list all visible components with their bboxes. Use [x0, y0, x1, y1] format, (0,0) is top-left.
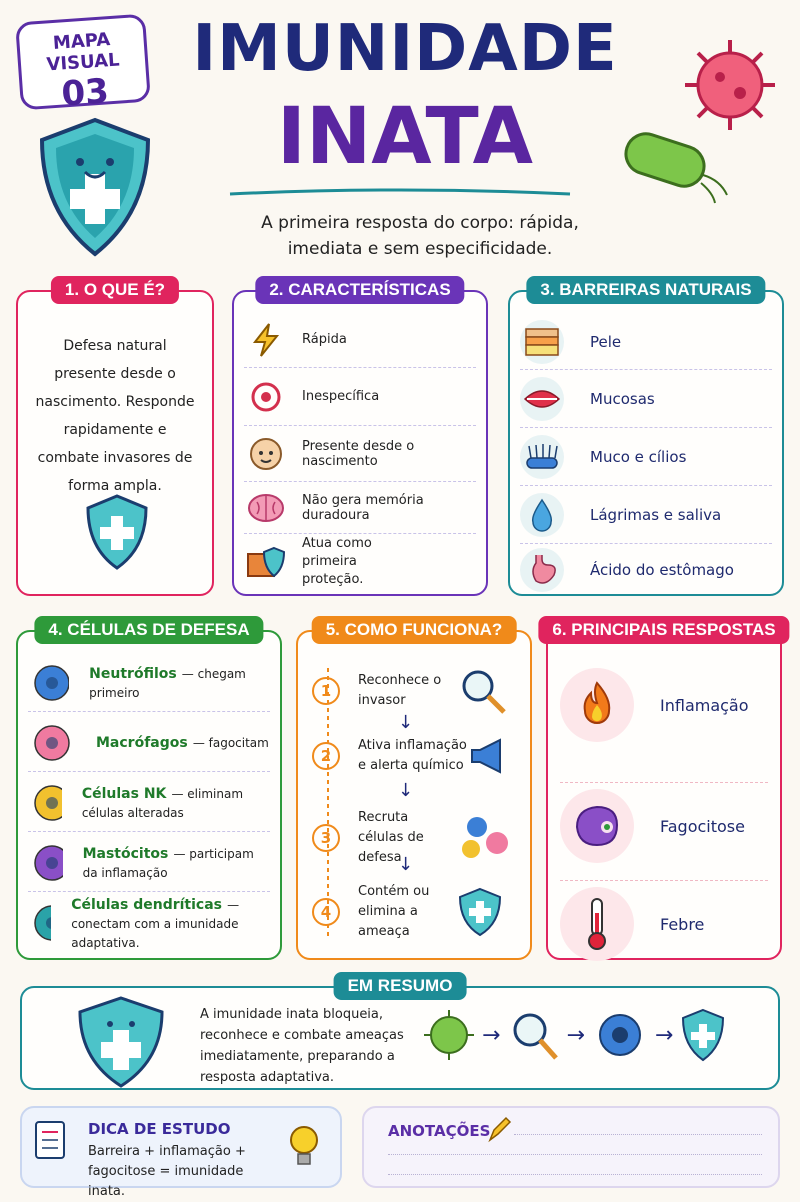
- section-main-responses: [546, 620, 782, 960]
- defense-cell-icon: [28, 719, 76, 767]
- notes-line[interactable]: [388, 1154, 762, 1155]
- step-arrow: ↓: [398, 712, 414, 733]
- section-main-responses-title: 6. PRINCIPAIS RESPOSTAS: [538, 616, 789, 644]
- section-natural-barriers-title: 3. BARREIRAS NATURAIS: [526, 276, 765, 304]
- pencil-icon: [486, 1116, 512, 1144]
- study-tip-box: [20, 1106, 342, 1199]
- section-what-is-text: Defesa natural presente desde o nascimento. Responde rapidamente e combate invasores de forma ampla.: [35, 338, 195, 494]
- section-summary-title: EM RESUMO: [334, 972, 467, 1000]
- step-item: [312, 882, 516, 942]
- stomach-icon: [520, 548, 564, 592]
- defense-cell-icon: [591, 1006, 649, 1064]
- magnifier-icon: [506, 1008, 560, 1062]
- step-item: [312, 736, 516, 776]
- step-text: Contém ou elimina a ameaça: [358, 884, 430, 939]
- section-characteristics: [232, 280, 488, 596]
- section-what-is: [16, 280, 214, 596]
- response-item: [560, 880, 768, 961]
- barrier-label: Lágrimas e saliva: [590, 505, 722, 524]
- defense-cell-item: [28, 714, 270, 772]
- shield-icon: [458, 887, 508, 937]
- page-subtitle: A primeira resposta do corpo: rápida, imediata e sem especificidade.: [261, 213, 579, 259]
- cilia-icon: [520, 435, 564, 479]
- barrier-item: [520, 544, 772, 596]
- study-tip-title: DICA DE ESTUDO: [88, 1120, 231, 1138]
- thermometer-icon: [560, 887, 634, 961]
- page-title-line1: IMUNIDADE: [192, 12, 618, 86]
- step-arrow: ↓: [398, 780, 414, 801]
- virus-icon: [680, 35, 780, 135]
- response-label: Febre: [660, 914, 705, 934]
- barrier-item: [520, 314, 772, 370]
- study-tip-text: Barreira + inflamação + fagocitose = imunidade inata.: [88, 1144, 246, 1199]
- barrier-label: Mucosas: [590, 389, 655, 408]
- characteristic-label: Atua como primeira proteção.: [302, 536, 372, 587]
- barrier-item: [520, 428, 772, 486]
- title-underline: [225, 186, 575, 200]
- page-title-line2: INATA: [276, 92, 534, 182]
- drop-icon: [520, 493, 564, 537]
- fire-icon: [560, 668, 634, 742]
- defense-cell-item: [28, 654, 270, 712]
- cell-description: — chegam primeiro: [89, 666, 246, 700]
- notepad-icon: [32, 1118, 68, 1162]
- step-text: Reconhece o invasor: [358, 673, 442, 708]
- defense-cell-icon: [28, 659, 69, 707]
- skin-icon: [520, 320, 564, 364]
- cell-name: Células dendríticas: [71, 896, 222, 913]
- lips-icon: [520, 377, 564, 421]
- summary-flow: [422, 1006, 727, 1064]
- baby-icon: [244, 432, 288, 476]
- defense-cell-item: [28, 894, 270, 952]
- notes-box: [362, 1106, 780, 1188]
- megaphone-icon: [468, 736, 514, 776]
- step-item: [312, 666, 516, 716]
- cell-description: — eliminam células alteradas: [81, 786, 244, 820]
- section-defense-cells: [16, 620, 282, 960]
- mascot-shield-icon: [30, 112, 160, 262]
- characteristic-item: [244, 426, 476, 482]
- step-number: 3: [312, 824, 340, 852]
- lightning-icon: [244, 318, 288, 362]
- characteristic-label: Não gera memória duradoura: [302, 492, 424, 523]
- step-item: [312, 808, 516, 868]
- notes-title: ANOTAÇÕES: [388, 1122, 491, 1140]
- cells-group-icon: [457, 813, 516, 863]
- cell-name: Mastócitos: [82, 845, 169, 862]
- characteristic-label: Presente desde o nascimento: [302, 438, 415, 469]
- characteristic-label: Rápida: [302, 332, 347, 347]
- response-item: [560, 668, 768, 742]
- flow-arrow: →: [654, 1022, 674, 1048]
- section-what-is-title: 1. O QUE É?: [51, 276, 179, 304]
- barrier-item: [520, 486, 772, 544]
- magnifier-icon: [458, 666, 508, 716]
- section-natural-barriers: [508, 280, 784, 596]
- visual-map-tag: [15, 14, 151, 115]
- shield-icon: [679, 1008, 727, 1062]
- characteristic-item: [244, 482, 476, 534]
- cell-description: — participam da inflamação: [82, 846, 254, 880]
- bacteria-icon: [615, 125, 735, 205]
- phagocyte-icon: [560, 789, 634, 863]
- barrier-label: Muco e cílios: [590, 447, 687, 466]
- brain-icon: [244, 486, 288, 530]
- barrier-label: Ácido do estômago: [590, 561, 734, 579]
- cell-description: — fagocitam: [192, 736, 269, 750]
- section-defense-cells-title: 4. CÉLULAS DE DEFESA: [34, 616, 263, 644]
- step-text: Ativa inflamação e alerta químico: [358, 738, 467, 773]
- flow-arrow: →: [566, 1022, 585, 1048]
- response-label: Fagocitose: [660, 816, 745, 836]
- notes-line[interactable]: [514, 1134, 762, 1135]
- summary-text: A imunidade inata bloqueia, reconhece e combate ameaças imediatamente, preparando a resposta adaptativa.: [200, 1007, 404, 1085]
- defense-cell-icon: [28, 899, 51, 947]
- mascot-shield-icon: [66, 994, 176, 1090]
- section-how-it-works-title: 5. COMO FUNCIONA?: [312, 616, 517, 644]
- shield-icon: [82, 492, 152, 572]
- section-how-it-works: [296, 620, 532, 960]
- characteristic-item: [244, 312, 476, 368]
- tag-label: MAPA VISUAL: [45, 29, 121, 76]
- characteristic-item: [244, 534, 476, 590]
- cell-name: Neutrófilos: [89, 665, 177, 682]
- defense-cell-icon: [28, 779, 62, 827]
- wall-shield-icon: [244, 540, 288, 584]
- virus-icon: [422, 1008, 476, 1062]
- cell-description: — conectam com a imunidade adaptativa.: [71, 897, 240, 950]
- defense-cell-item: [28, 774, 270, 832]
- defense-cell-item: [28, 834, 270, 892]
- target-icon: [244, 375, 288, 419]
- characteristic-label: Inespecífica: [302, 389, 380, 404]
- cell-name: Macrófagos: [96, 735, 188, 751]
- response-label: Inflamação: [660, 695, 749, 715]
- step-text: Recruta células de defesa: [358, 810, 424, 865]
- lightbulb-icon: [284, 1122, 324, 1174]
- step-number: 2: [312, 742, 340, 770]
- tag-number: 03: [60, 71, 111, 115]
- characteristic-item: [244, 368, 476, 426]
- section-characteristics-title: 2. CARACTERÍSTICAS: [255, 276, 464, 304]
- barrier-label: Pele: [590, 332, 622, 351]
- step-arrow: ↓: [398, 854, 414, 875]
- flow-arrow: →: [482, 1022, 501, 1048]
- barrier-item: [520, 370, 772, 428]
- section-summary: [20, 976, 780, 1090]
- step-number: 1: [312, 677, 340, 705]
- step-number: 4: [312, 898, 340, 926]
- defense-cell-icon: [28, 839, 63, 887]
- response-item: [560, 782, 768, 863]
- notes-line[interactable]: [388, 1174, 762, 1175]
- cell-name: Células NK: [81, 785, 167, 802]
